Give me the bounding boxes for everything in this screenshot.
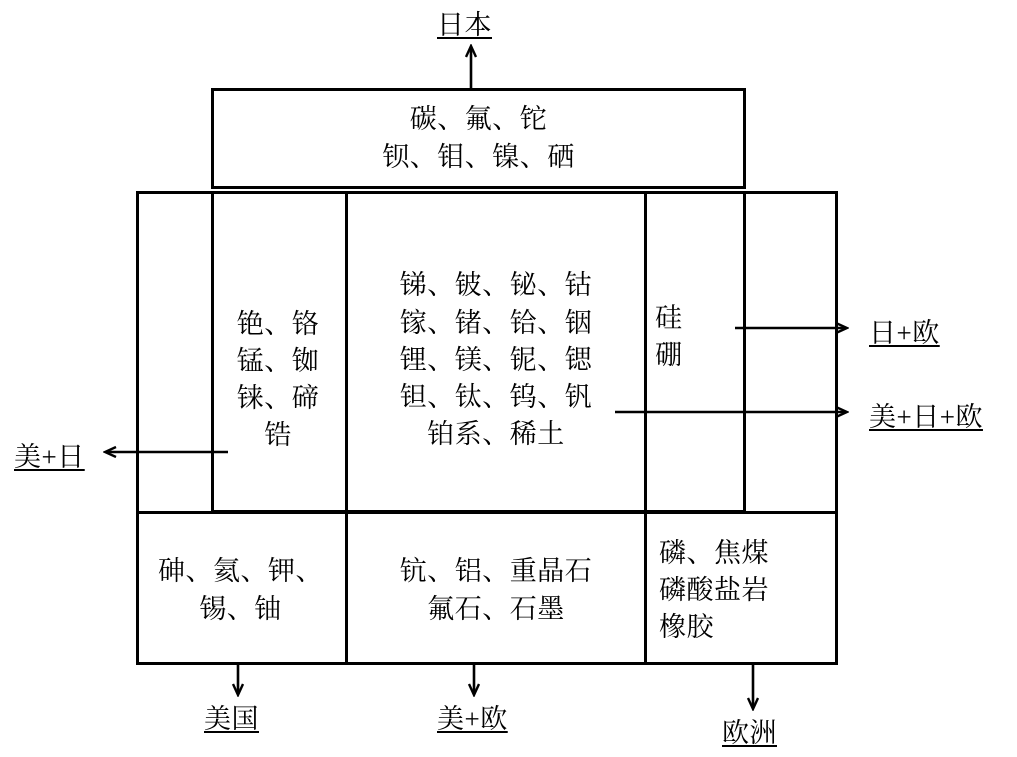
bottom-right-line-3: 橡胶	[659, 612, 714, 643]
bottom-center-text	[347, 518, 645, 663]
bottom-right-line-1: 磷、焦煤	[659, 537, 769, 568]
center-column-text	[347, 228, 645, 493]
left-column-line-1: 铯、铬	[236, 308, 320, 339]
center-column-line-4: 钽、钛、钨、钒	[399, 382, 593, 413]
bottom-center-line-1: 钪、铝、重晶石	[399, 556, 593, 587]
center-column-line-2: 镓、锗、铪、铟	[399, 307, 593, 338]
label-us-japan-europe: 美+日+欧	[869, 402, 983, 432]
left-column-text	[213, 270, 343, 490]
top-box-line-1: 碳、氟、铊	[409, 104, 548, 135]
right-column-line-2: 硼	[655, 340, 683, 370]
label-usa: 美国	[204, 704, 259, 734]
bottom-right-line-2: 磷酸盐岩	[659, 574, 769, 605]
label-us-japan: 美+日	[14, 442, 85, 472]
bottom-left-text	[138, 518, 343, 663]
bottom-left-line-1: 砷、氦、钾、	[158, 556, 323, 587]
right-column-text	[655, 292, 745, 382]
right-column-line-1: 硅	[655, 302, 683, 333]
label-europe: 欧洲	[722, 718, 777, 748]
top-box-text	[211, 88, 746, 189]
label-japan: 日本	[437, 10, 492, 40]
left-column-line-3: 铼、碲	[236, 383, 320, 413]
left-column-line-2: 锰、铷	[236, 345, 320, 376]
center-column-line-1: 锑、铍、铋、钴	[399, 270, 593, 301]
center-column-line-5: 铂系、稀土	[427, 419, 565, 450]
label-japan-europe: 日+欧	[869, 318, 940, 348]
bottom-row-divider	[136, 511, 838, 514]
top-box-line-2: 钡、钼、镍、硒	[382, 141, 575, 172]
bottom-center-line-2: 氟石、石墨	[427, 593, 565, 624]
bottom-left-line-2: 锡、铀	[199, 593, 282, 624]
center-column-line-3: 锂、镁、铌、锶	[399, 344, 593, 375]
left-column-line-4: 锆	[264, 420, 292, 451]
label-us-europe: 美+欧	[437, 704, 508, 734]
bottom-right-text	[649, 518, 837, 663]
